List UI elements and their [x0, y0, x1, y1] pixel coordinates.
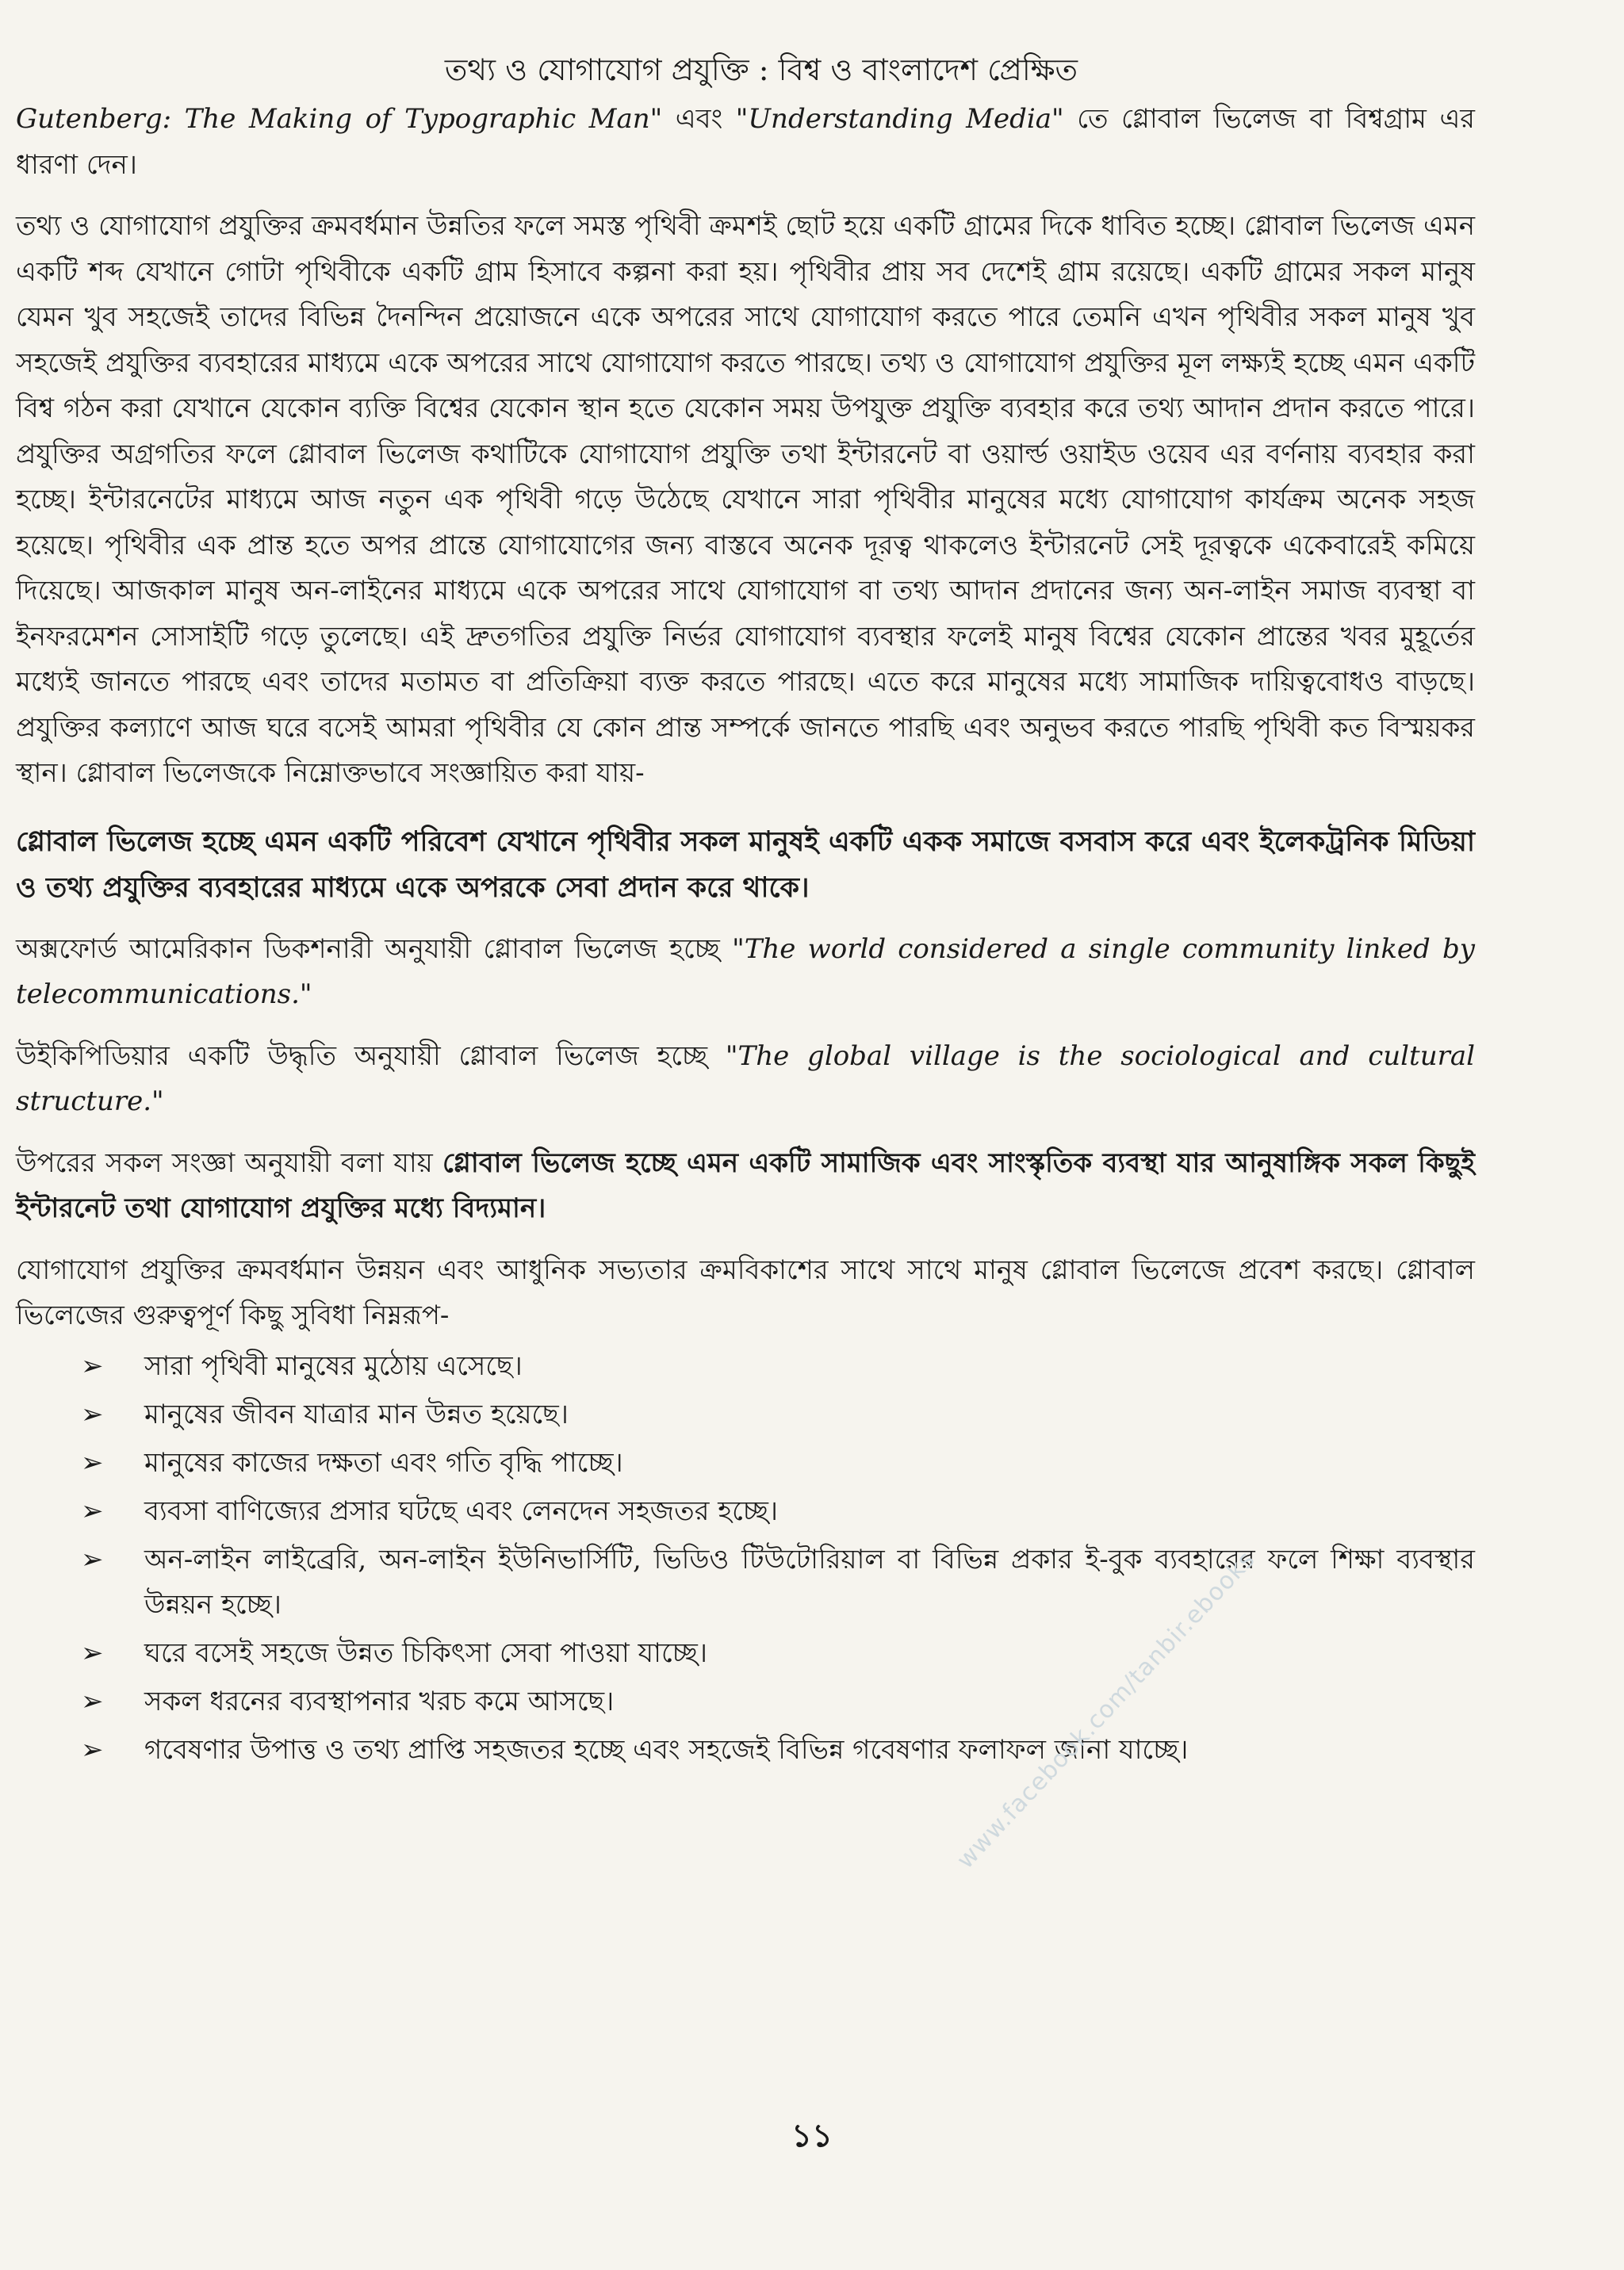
oxford-definition: [16, 927, 1475, 1018]
intro-paragraph: [16, 97, 1475, 188]
benefits-list: [16, 1344, 1475, 1773]
arrow-bullet-icon: ➢: [81, 1543, 104, 1575]
list-item: [81, 1344, 1475, 1389]
wikipedia-definition: [16, 1034, 1475, 1125]
summary-paragraph: [16, 1141, 1475, 1232]
list-item-text: ব্যবসা বাণিজ্যের প্রসার ঘটছে এবং লেনদেন সহজতর হচ্ছে।: [144, 1495, 779, 1527]
watermark-text: www.facebook.com/tanbir.ebooks: [952, 1545, 1261, 1874]
list-item-text: ঘরে বসেই সহজে উন্নত চিকিৎসা সেবা পাওয়া যাচ্ছে।: [144, 1636, 707, 1669]
oxford-quote: "The world considered a single community linked by telecommunications.": [16, 932, 1475, 1010]
running-header: তথ্য ও যোগাযোগ প্রযুক্তি : বিশ্ব ও বাংলাদেশ প্রেক্ষিত: [444, 52, 1078, 87]
summary-bold: গ্লোবাল ভিলেজ হচ্ছে এমন একটি সামাজিক এবং সাংস্কৃতিক ব্যবস্থা যার আনুষাঙ্গিক সকল কিছুই ইন্টারনেট তথা যোগাযোগ প্রযুক্তির মধ্যে বিদ্যমান।: [16, 1146, 1475, 1224]
page-number: ১১: [791, 2118, 833, 2154]
arrow-bullet-icon: ➢: [81, 1495, 104, 1527]
arrow-bullet-icon: ➢: [81, 1685, 104, 1717]
wiki-quote: "The global village is the sociological and cultural structure.": [16, 1039, 1475, 1117]
list-item-text: মানুষের কাজের দক্ষতা এবং গতি বৃদ্ধি পাচ্ছে।: [144, 1446, 623, 1479]
intro-rest: তে গ্লোবাল ভিলেজ বা বিশ্বগ্রাম এর ধারণা দেন।: [16, 103, 1476, 181]
list-item-text: গবেষণার উপাত্ত ও তথ্য প্রাপ্তি সহজতর হচ্ছে এবং সহজেই বিভিন্ন গবেষণার ফলাফল জানা যাচ্ছে।: [144, 1733, 1189, 1766]
list-item-text: অন-লাইন লাইব্রেরি, অন-লাইন ইউনিভার্সিটি, ভিডিও টিউটোরিয়াল বা বিভিন্ন প্রকার ই-বুক ব্যবহারের ফলে শিক্ষা ব্যবস্থার উন্নয়ন হচ্ছে।: [144, 1543, 1475, 1621]
list-item: [81, 1489, 1475, 1534]
list-item-text: সকল ধরনের ব্যবস্থাপনার খরচ কমে আসছে।: [144, 1685, 615, 1717]
main-paragraph: তথ্য ও যোগাযোগ প্রযুক্তির ক্রমবর্ধমান উন্নতির ফলে সমস্ত পৃথিবী ক্রমশই ছোট হয়ে একটি গ্রামের দিকে ধাবিত হচ্ছে। গ্লোবাল ভিলেজ এমন একটি শব্দ যেখানে গোটা পৃথিবীকে একটি গ্রাম হিসাবে কল্পনা করা হয়। পৃথিবীর প্রায় সব দেশেই গ্রাম রয়েছে। একটি গ্রামের সকল মানুষ যেমন খুব সহজেই তাদের বিভিন্ন দৈনন্দিন প্রয়োজনে একে অপরের সাথে যোগাযোগ করতে পারে তেমনি এখন পৃথিবীর সকল মানুষ খুব সহজেই প্রযুক্তির ব্যবহারের মাধ্যমে একে অপরের সাথে যোগাযোগ করতে পারছে। তথ্য ও যোগাযোগ প্রযুক্তির মূল লক্ষ্যই হচ্ছে এমন একটি বিশ্ব গঠন করা যেখানে যেকোন ব্যক্তি বিশ্বের যেকোন স্থান হতে যেকোন সময় উপযুক্ত প্রযুক্তি ব্যবহার করে তথ্য আদান প্রদান করতে পারে। প্রযুক্তির অগ্রগতির ফলে গ্লোবাল ভিলেজ কথাটিকে যোগাযোগ প্রযুক্তি তথা ইন্টারনেট বা ওয়ার্ল্ড ওয়াইড ওয়েব এর বর্ণনায় ব্যবহার করা হচ্ছে। ইন্টারনেটের মাধ্যমে আজ নতুন এক পৃথিবী গড়ে উঠেছে যেখানে সারা পৃথিবীর মানুষের মধ্যে যোগাযোগ কার্যক্রম অনেক সহজ হয়েছে। পৃথিবীর এক প্রান্ত হতে অপর প্রান্তে যোগাযোগের জন্য বাস্তবে অনেক দূরত্ব থাকলেও ইন্টারনেট সেই দূরত্বকে একেবারেই কমিয়ে দিয়েছে। আজকাল মানুষ অন-লাইনের মাধ্যমে একে অপরের সাথে যোগাযোগ বা তথ্য আদান প্রদানের জন্য অন-লাইন সমাজ ব্যবস্থা বা ইনফরমেশন সোসাইটি গড়ে তুলেছে। এই দ্রুতগতির প্রযুক্তি নির্ভর যোগাযোগ ব্যবস্থার ফলেই মানুষ বিশ্বের যেকোন প্রান্তের খবর মুহূর্তের মধ্যেই জানতে পারছে এবং তাদের মতামত বা প্রতিক্রিয়া ব্যক্ত করতে পারছে। এতে করে মানুষের মধ্যে সামাজিক দায়িত্ববোধও বাড়ছে। প্রযুক্তির কল্যাণে আজ ঘরে বসেই আমরা পৃথিবীর যে কোন প্রান্ত সম্পর্কে জানতে পারছি এবং অনুভব করতে পারছি পৃথিবী কত বিস্ময়কর স্থান। গ্লোবাল ভিলেজকে নিম্নোক্তভাবে সংজ্ঞায়িত করা যায়-: [16, 210, 1475, 789]
arrow-bullet-icon: ➢: [81, 1446, 104, 1479]
arrow-bullet-icon: ➢: [81, 1733, 104, 1766]
list-item: [81, 1631, 1475, 1676]
list-item-text: সারা পৃথিবী মানুষের মুঠোয় এসেছে।: [144, 1349, 523, 1382]
list-item: [81, 1441, 1475, 1486]
list-item-text: মানুষের জীবন যাত্রার মান উন্নত হয়েছে।: [144, 1398, 569, 1430]
definition-paragraph: গ্লোবাল ভিলেজ হচ্ছে এমন একটি পরিবেশ যেখানে পৃথিবীর সকল মানুষই একটি একক সমাজে বসবাস করে এবং ইলেকট্রনিক মিডিয়া ও তথ্য প্রযুক্তির ব্যবহারের মাধ্যমে একে অপরকে সেবা প্রদান করে থাকে।: [16, 825, 1475, 904]
summary-lead: উপরের সকল সংজ্ঞা অনুযায়ী বলা যায়: [16, 1146, 443, 1179]
oxford-lead: অক্সফোর্ড আমেরিকান ডিকশনারী অনুযায়ী গ্লোবাল ভিলেজ হচ্ছে: [16, 932, 733, 965]
list-item: [81, 1392, 1475, 1437]
arrow-bullet-icon: ➢: [81, 1398, 104, 1430]
list-item: [81, 1679, 1475, 1725]
arrow-bullet-icon: ➢: [81, 1636, 104, 1669]
intro-conjunction: এবং: [662, 103, 736, 135]
list-item: [81, 1728, 1475, 1773]
book-title-2: "Understanding Media": [735, 103, 1064, 135]
arrow-bullet-icon: ➢: [81, 1349, 104, 1382]
benefits-intro: যোগাযোগ প্রযুক্তির ক্রমবর্ধমান উন্নয়ন এবং আধুনিক সভ্যতার ক্রমবিকাশের সাথে সাথে মানুষ গ্লোবাল ভিলেজে প্রবেশ করছে। গ্লোবাল ভিলেজের গুরুত্বপূর্ণ কিছু সুবিধা নিম্নরূপ-: [16, 1254, 1475, 1331]
wiki-lead: উইকিপিডিয়ার একটি উদ্ধৃতি অনুযায়ী গ্লোবাল ভিলেজ হচ্ছে: [16, 1039, 726, 1072]
list-item: [81, 1537, 1475, 1628]
book-title-1: Gutenberg: The Making of Typographic Man": [16, 103, 663, 135]
